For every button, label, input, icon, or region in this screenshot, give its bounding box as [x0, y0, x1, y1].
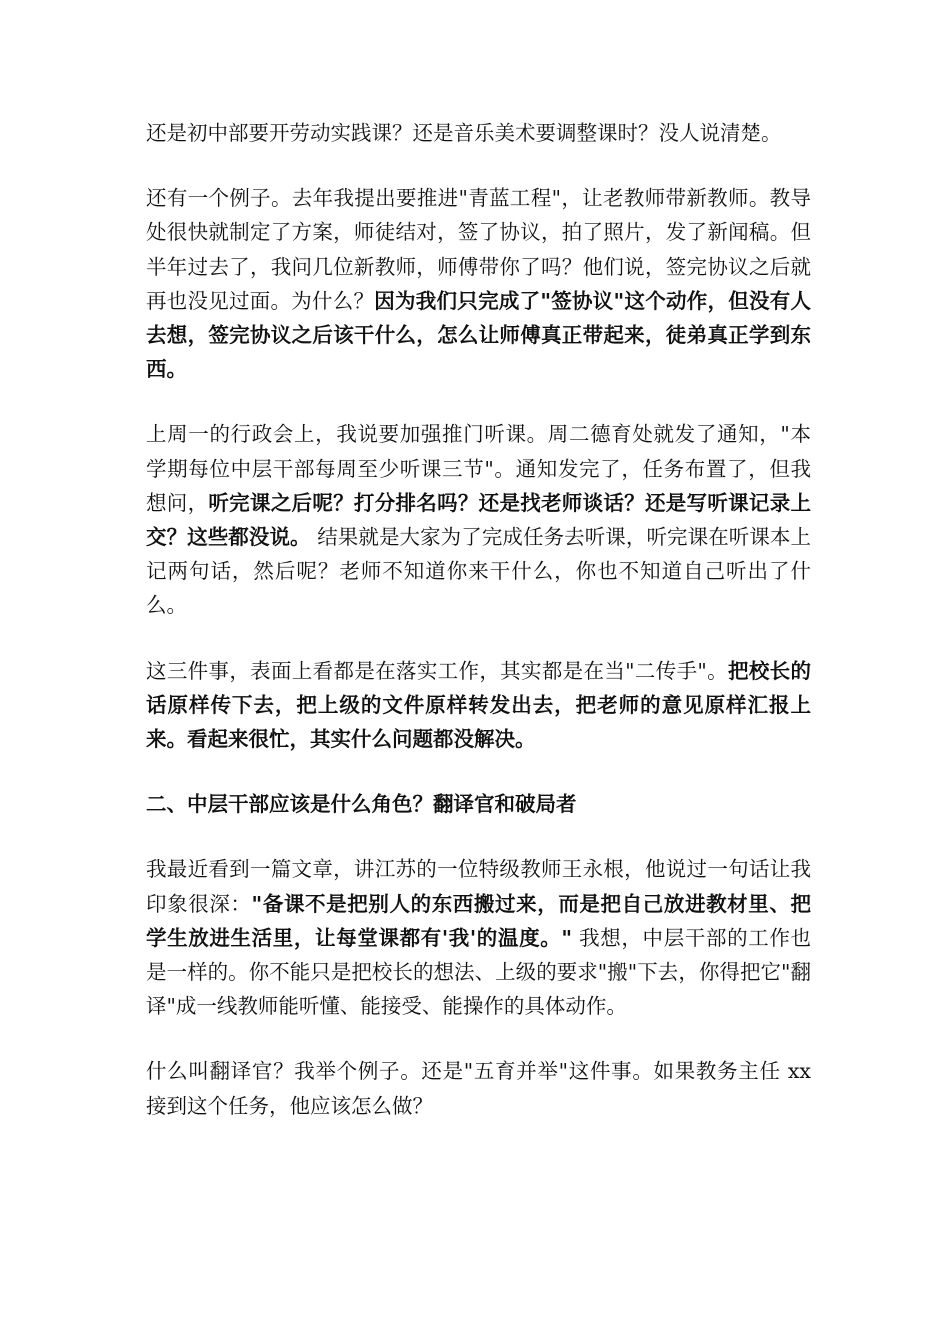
paragraph-5 — [146, 852, 811, 1023]
paragraph-3 — [146, 417, 811, 622]
paragraph-3-bold-text: 听完课之后呢？打分排名吗？还是找老师谈话？还是写听课记录上交？这些都没说。 — [146, 490, 812, 550]
paragraph-3-text-end: 结果就是大家为了完成任务去听课，听完课在听课本上记两句话，然后呢？老师不知道你来干什么，你也不知道自己听出了什么。 — [146, 525, 812, 618]
document-page — [146, 116, 811, 1154]
paragraph-6-text: 什么叫翻译官？我举个例子。还是"五育并举"这件事。如果教务主任 xx 接到这个任务，他应该怎么做？ — [146, 1059, 811, 1118]
paragraph-2-bold-text: 因为我们只完成了"签协议"这个动作，但没有人去想，签完协议之后该干什么，怎么让师傅真正带起来，徒弟真正学到东西。 — [146, 288, 811, 382]
paragraph-4 — [146, 654, 811, 757]
paragraph-1 — [146, 116, 811, 150]
paragraph-6 — [146, 1054, 811, 1122]
paragraph-2 — [146, 181, 811, 386]
paragraph-5-text: 我最近看到一篇文章，讲江苏的一位特级教师王永根，他说过一句话让我印象很深： — [146, 857, 811, 916]
section-heading: 二、中层干部应该是什么角色？翻译官和破局者 — [146, 792, 577, 817]
paragraph-4-text: 这三件事，表面上看都是在落实工作，其实都是在当"二传手"。 — [146, 658, 728, 683]
paragraph-3-text: 上周一的行政会上，我说要加强推门听课。周二德育处就发了通知，"本学期每位中层干部每周至少听课三节"。通知发完了，任务布置了，但我想问， — [146, 422, 811, 515]
paragraph-5-text-end: 我想，中层干部的工作也是一样的。你不能只是把校长的想法、上级的要求"搬"下去，你得把它"翻译"成一线教师能听懂、能接受、能操作的具体动作。 — [146, 925, 811, 1019]
paragraph-1-text: 还是初中部要开劳动实践课？还是音乐美术要调整课时？没人说清楚。 — [146, 121, 782, 145]
paragraph-4-bold-text: 把校长的话原样传下去，把上级的文件原样转发出去，把老师的意见原样汇报上来。看起来很忙，其实什么问题都没解决。 — [146, 658, 811, 752]
paragraph-5-bold-quote: "备课不是把别人的东西搬过来，而是把自己放进教材里、把学生放进生活里，让每堂课都有'我'的温度。" — [146, 891, 812, 950]
paragraph-2-text: 还有一个例子。去年我提出要推进"青蓝工程"，让老教师带新教师。教导处很快就制定了方案，师徒结对，签了协议，拍了照片，发了新闻稿。但半年过去了，我问几位新教师，师傅带你了吗？他们说，签完协议之后就再也没见过面。为什么？ — [146, 186, 811, 313]
